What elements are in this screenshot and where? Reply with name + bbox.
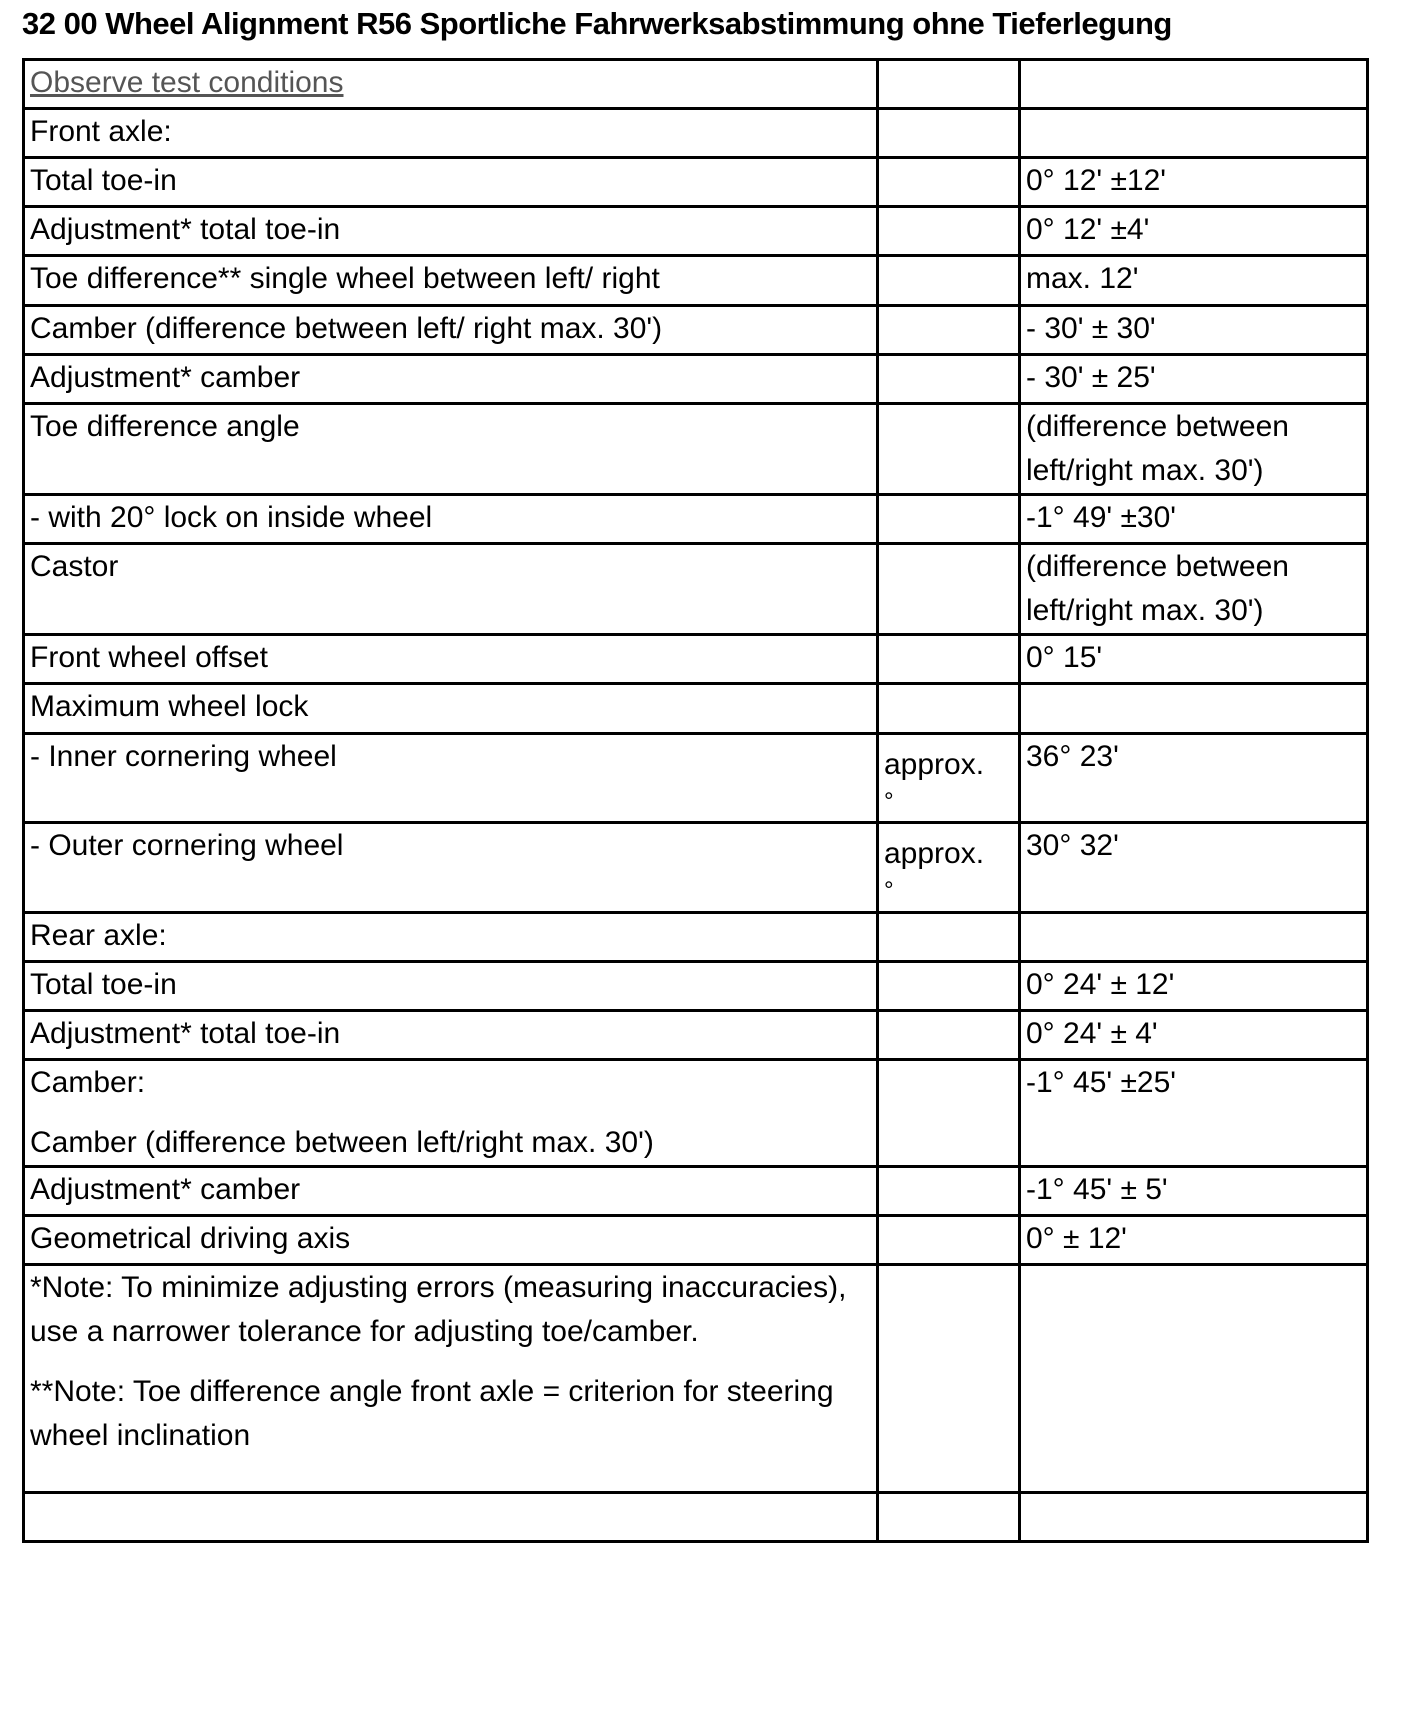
table-row bbox=[24, 1265, 1368, 1493]
table-row bbox=[24, 495, 1368, 544]
table-row bbox=[24, 684, 1368, 734]
row-value: 0° 24' ± 4' bbox=[1020, 1011, 1368, 1060]
row-value: - 30' ± 30' bbox=[1020, 306, 1368, 355]
row-label: Adjustment* total toe-in bbox=[24, 1011, 878, 1060]
table-row bbox=[24, 913, 1368, 962]
table-row bbox=[24, 355, 1368, 404]
row-value: 30° 32' bbox=[1020, 823, 1368, 913]
notes-cell bbox=[24, 1265, 878, 1493]
table-row bbox=[24, 60, 1368, 109]
table-row bbox=[24, 207, 1368, 256]
note-toe-difference: **Note: Toe difference angle front axle = criterion for steering wheel inclination bbox=[30, 1375, 834, 1452]
row-unit bbox=[878, 306, 1020, 355]
row-value: (difference between left/right max. 30') bbox=[1020, 544, 1368, 635]
row-label: - Inner cornering wheel bbox=[24, 734, 878, 823]
wheel-alignment-table bbox=[22, 58, 1369, 1543]
row-label: Front wheel offset bbox=[24, 635, 878, 684]
table-row bbox=[24, 109, 1368, 158]
table-row bbox=[24, 256, 1368, 306]
row-unit bbox=[878, 158, 1020, 207]
table-row bbox=[24, 635, 1368, 684]
row-value: 0° 15' bbox=[1020, 635, 1368, 684]
table-row bbox=[24, 1216, 1368, 1265]
row-label: Maximum wheel lock bbox=[24, 684, 878, 734]
row-label: Camber: Camber (difference between left/right max. 30') bbox=[24, 1060, 878, 1167]
row-unit: approx. ° bbox=[878, 823, 1020, 913]
row-value: 0° ± 12' bbox=[1020, 1216, 1368, 1265]
table-row bbox=[24, 1493, 1368, 1542]
row-label: Toe difference angle bbox=[24, 404, 878, 495]
row-label: Total toe-in bbox=[24, 962, 878, 1011]
row-value: 0° 12' ±12' bbox=[1020, 158, 1368, 207]
row-label: Adjustment* camber bbox=[24, 355, 878, 404]
table-row bbox=[24, 544, 1368, 635]
table-row bbox=[24, 734, 1368, 823]
table-row bbox=[24, 158, 1368, 207]
row-value: max. 12' bbox=[1020, 256, 1368, 306]
row-label: Castor bbox=[24, 544, 878, 635]
row-unit bbox=[878, 256, 1020, 306]
row-label: Total toe-in bbox=[24, 158, 878, 207]
note-adjusting-errors: *Note: To minimize adjusting errors (measuring inaccuracies), use a narrower tolerance for adjusting toe/camber. bbox=[30, 1271, 847, 1348]
row-unit: approx. ° bbox=[878, 734, 1020, 823]
row-unit bbox=[878, 207, 1020, 256]
row-label: Toe difference** single wheel between left/ right bbox=[24, 256, 878, 306]
table-row bbox=[24, 823, 1368, 913]
row-label: Adjustment* camber bbox=[24, 1167, 878, 1216]
front-axle-heading: Front axle: bbox=[24, 109, 878, 158]
table-row bbox=[24, 1060, 1368, 1167]
row-label: Geometrical driving axis bbox=[24, 1216, 878, 1265]
table-row bbox=[24, 404, 1368, 495]
row-label: - with 20° lock on inside wheel bbox=[24, 495, 878, 544]
rear-axle-heading: Rear axle: bbox=[24, 913, 878, 962]
row-value: -1° 45' ±25' bbox=[1020, 1060, 1368, 1167]
table-row bbox=[24, 1011, 1368, 1060]
table-row bbox=[24, 1167, 1368, 1216]
row-value: 0° 12' ±4' bbox=[1020, 207, 1368, 256]
table-row bbox=[24, 962, 1368, 1011]
row-value: 36° 23' bbox=[1020, 734, 1368, 823]
row-label: Camber (difference between left/ right max. 30') bbox=[24, 306, 878, 355]
observe-test-conditions-link[interactable]: Observe test conditions bbox=[30, 66, 344, 99]
table-row bbox=[24, 306, 1368, 355]
row-label: - Outer cornering wheel bbox=[24, 823, 878, 913]
row-value: -1° 45' ± 5' bbox=[1020, 1167, 1368, 1216]
row-value: 0° 24' ± 12' bbox=[1020, 962, 1368, 1011]
document-title: 32 00 Wheel Alignment R56 Sportliche Fahrwerksabstimmung ohne Tieferlegung bbox=[22, 6, 1172, 41]
row-value: (difference between left/right max. 30') bbox=[1020, 404, 1368, 495]
row-value: - 30' ± 25' bbox=[1020, 355, 1368, 404]
row-label: Adjustment* total toe-in bbox=[24, 207, 878, 256]
row-unit bbox=[878, 355, 1020, 404]
row-value: -1° 49' ±30' bbox=[1020, 495, 1368, 544]
